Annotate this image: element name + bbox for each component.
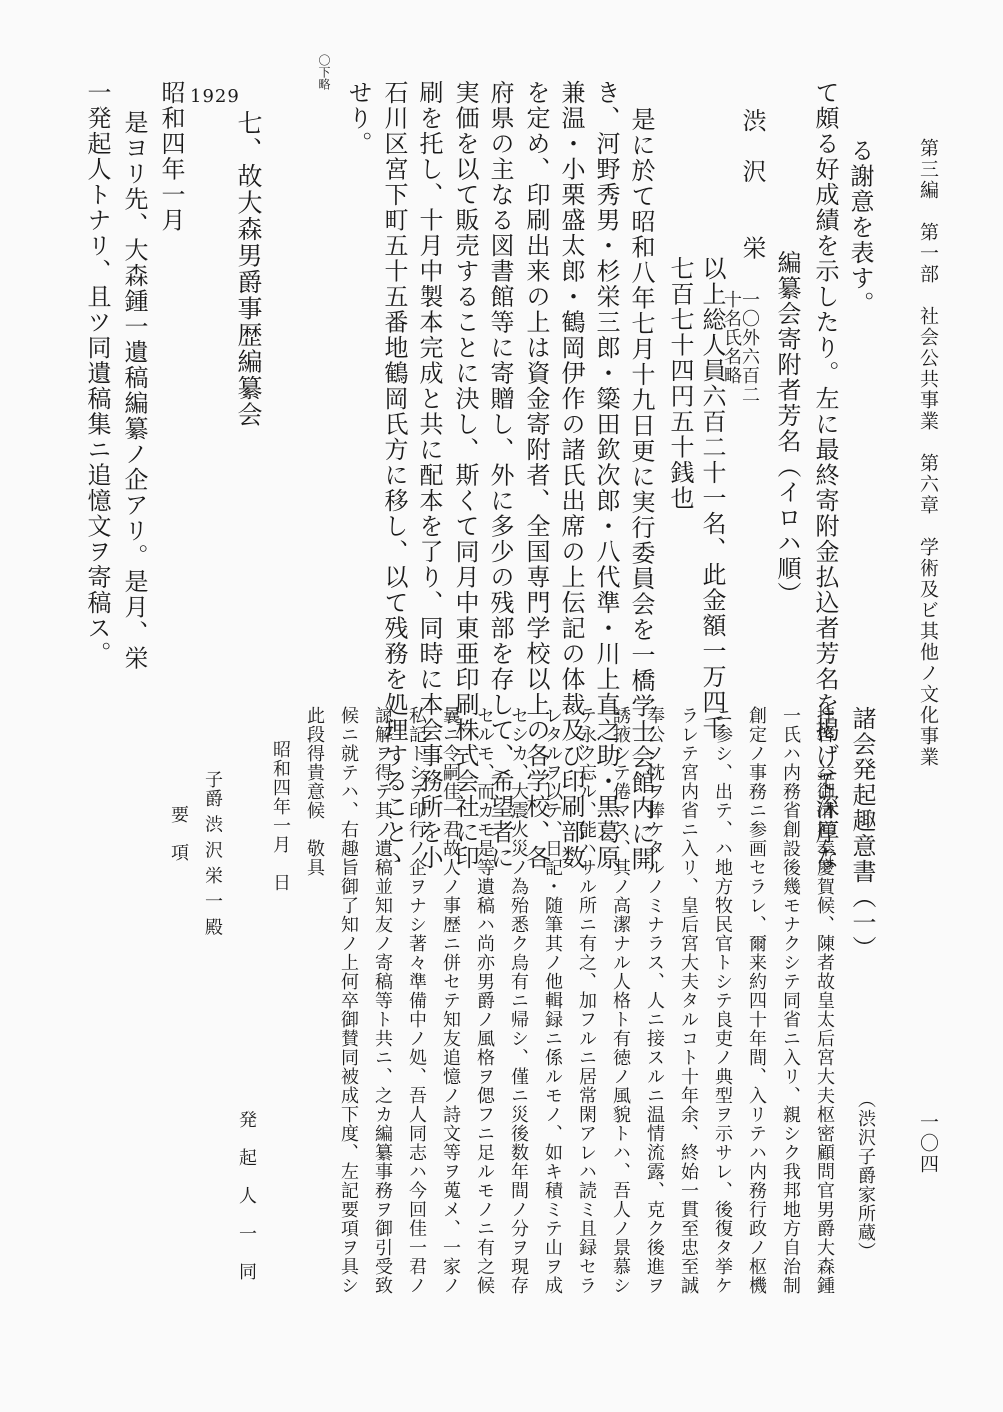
upper-line-12: 刷を托し、十月中製本完成と共に配本を了り、同時に本会事務所を小 (415, 80, 443, 871)
donor-name: 渋 沢 栄 (738, 108, 766, 261)
lower-date: 昭和四年一月 日 (270, 740, 291, 892)
lower-line-2: 一氏ハ内務省創設後幾モナクシテ同省ニ入リ、親シク我邦地方自治制 (780, 706, 801, 1295)
upper-line-6: 是に於て昭和八年七月十九日更に実行委員会を一橋学士会館内に開 (627, 107, 655, 872)
lower-line-15: 候ニ就テハ、右趣旨御了知ノ上何卒御賛同被成下度、左記要項ヲ具シ (338, 706, 359, 1295)
donor-list-heading: 編纂会寄附者芳名（イロハ順） (773, 250, 801, 607)
lower-line-6: 奉公ノ忱ヲ捧ケタルノミナラス、人ニ接スルニ温情流露、克ク後進ヲ (644, 706, 665, 1295)
donor-amount: 一〇外六百二 (739, 290, 760, 404)
upper-line-14: せり。 (344, 80, 372, 157)
upper-line-1: る謝意を表す。 (846, 138, 874, 317)
donor-note: 十名氏名略 (721, 290, 742, 385)
date-line: 昭和四年一月 (157, 80, 185, 233)
lower-line-8: テ永ク忘ル、能ハサル所ニ有之、加フルニ居常閑アレハ読ミ且録セラ (576, 706, 597, 1295)
omitted-mark: 〇下略 (317, 54, 331, 90)
page-number: 一〇四 (917, 1112, 939, 1175)
lower-line-12: 曩ニ令嗣佳一君故人ノ事歴ニ併セテ知友追憶ノ詩文等ヲ蒐メ、一家ノ (440, 706, 461, 1295)
donor-total: 以上総人員六百二十一名、此金額一万四千 (698, 256, 726, 741)
upper-line-11: 実価を以て販売することに決し、斯くて同月中東亜印刷株式会社に印 (451, 80, 479, 871)
upper-line-9: を定め、印刷出来の上は資金寄附者、全国専門学校以上の各学校、各 (522, 80, 550, 871)
lower-line-14: 諒解ヲ得テ其ノ遺稿並知友ノ寄稿等ト共ニ、之カ編纂事務ヲ御引受致 (372, 706, 393, 1295)
lower-title: 諸会発起趣意書（一） (848, 706, 876, 961)
lower-line-1: 拝啓 益御清祥奉慶賀候、陳者故皇太后宮大夫枢密顧問官男爵大森鍾 (814, 706, 835, 1295)
entry-line-2: 一発起人トナリ、且ツ同遺稿集ニ追憶文ヲ寄稿ス。 (83, 80, 111, 667)
upper-line-10: 府県の主なる図書館等に寄贈し、外に多少の残部を存して、希望者に (486, 80, 514, 871)
lower-line-16: 此段得貴意候 敬具 (304, 706, 325, 877)
lower-line-4: ニ参シ、出テ、ハ地方牧民官トシテ良吏ノ典型ヲ示サレ、後復タ挙ケ (712, 706, 733, 1295)
lower-line-9: レタルヲ以テ、日記・随筆其ノ他輯録ニ係ルモノ、如キ積ミテ山ヲ成 (542, 706, 563, 1295)
donor-amount-note (722, 290, 758, 404)
year-western: 1929 (190, 86, 240, 107)
upper-line-7: き、河野秀男・杉栄三郎・簗田欽次郎・八代準・川上直之助・黒葛原 (592, 80, 620, 871)
lower-line-5: ラレテ宮内省ニ入リ、皇后宮大夫タルコト十年余、終始一貫至忠至誠 (678, 706, 699, 1295)
lower-line-13: 私記トシテ印行ノ企ヲナシ著々準備中ノ処、吾人同志ハ今回佳一君ノ (406, 706, 427, 1295)
lower-signers: 発 起 人 一 同 (236, 1110, 257, 1281)
lower-heading: 要 項 (168, 805, 189, 862)
lower-line-10: セシカ、大震火災ノ為殆悉ク烏有ニ帰シ、僅ニ災後数年間ノ分ヲ現存 (508, 706, 529, 1295)
entry-line-1: 是ヨリ先、大森鍾一遺稿編纂ノ企アリ。是月、栄 (120, 110, 148, 671)
lower-addressee: 子爵 渋 沢 栄 一 殿 (202, 770, 223, 937)
lower-line-3: 創定ノ事務ニ参画セラレ、爾来約四十年間、入リテハ内務行政ノ枢機 (746, 706, 767, 1295)
lower-line-11: セルモ、而カモ是等遺稿ハ尚亦男爵ノ風格ヲ偲フニ足ルモノニ有之候 (474, 706, 495, 1295)
upper-line-8: 兼温・小栗盛太郎・鶴岡伊作の諸氏出席の上伝記の体裁及び印刷部数 (557, 80, 585, 871)
lower-source: （渋沢子爵家所蔵） (855, 1090, 876, 1261)
donor-total-amount: 七百七十四円五十銭也 (666, 256, 694, 511)
lower-line-7: 誘掖シテ倦マス、其ノ高潔ナル人格ト有徳ノ風貌トハ、吾人ノ景慕シ (610, 706, 631, 1295)
upper-line-13: 石川区宮下町五十五番地鶴岡氏方に移し、以て残務を処理することゝ (380, 80, 408, 871)
section-title: 七、故大森男爵事歴編纂会 (234, 110, 263, 428)
running-header: 第三編 第一部 社会公共事業 第六章 学術及ビ其他ノ文化事業 (917, 138, 939, 768)
upper-line-2: て頗る好成績を示したり。左に最終寄附金払込者芳名を掲げて深厚な (811, 80, 839, 871)
